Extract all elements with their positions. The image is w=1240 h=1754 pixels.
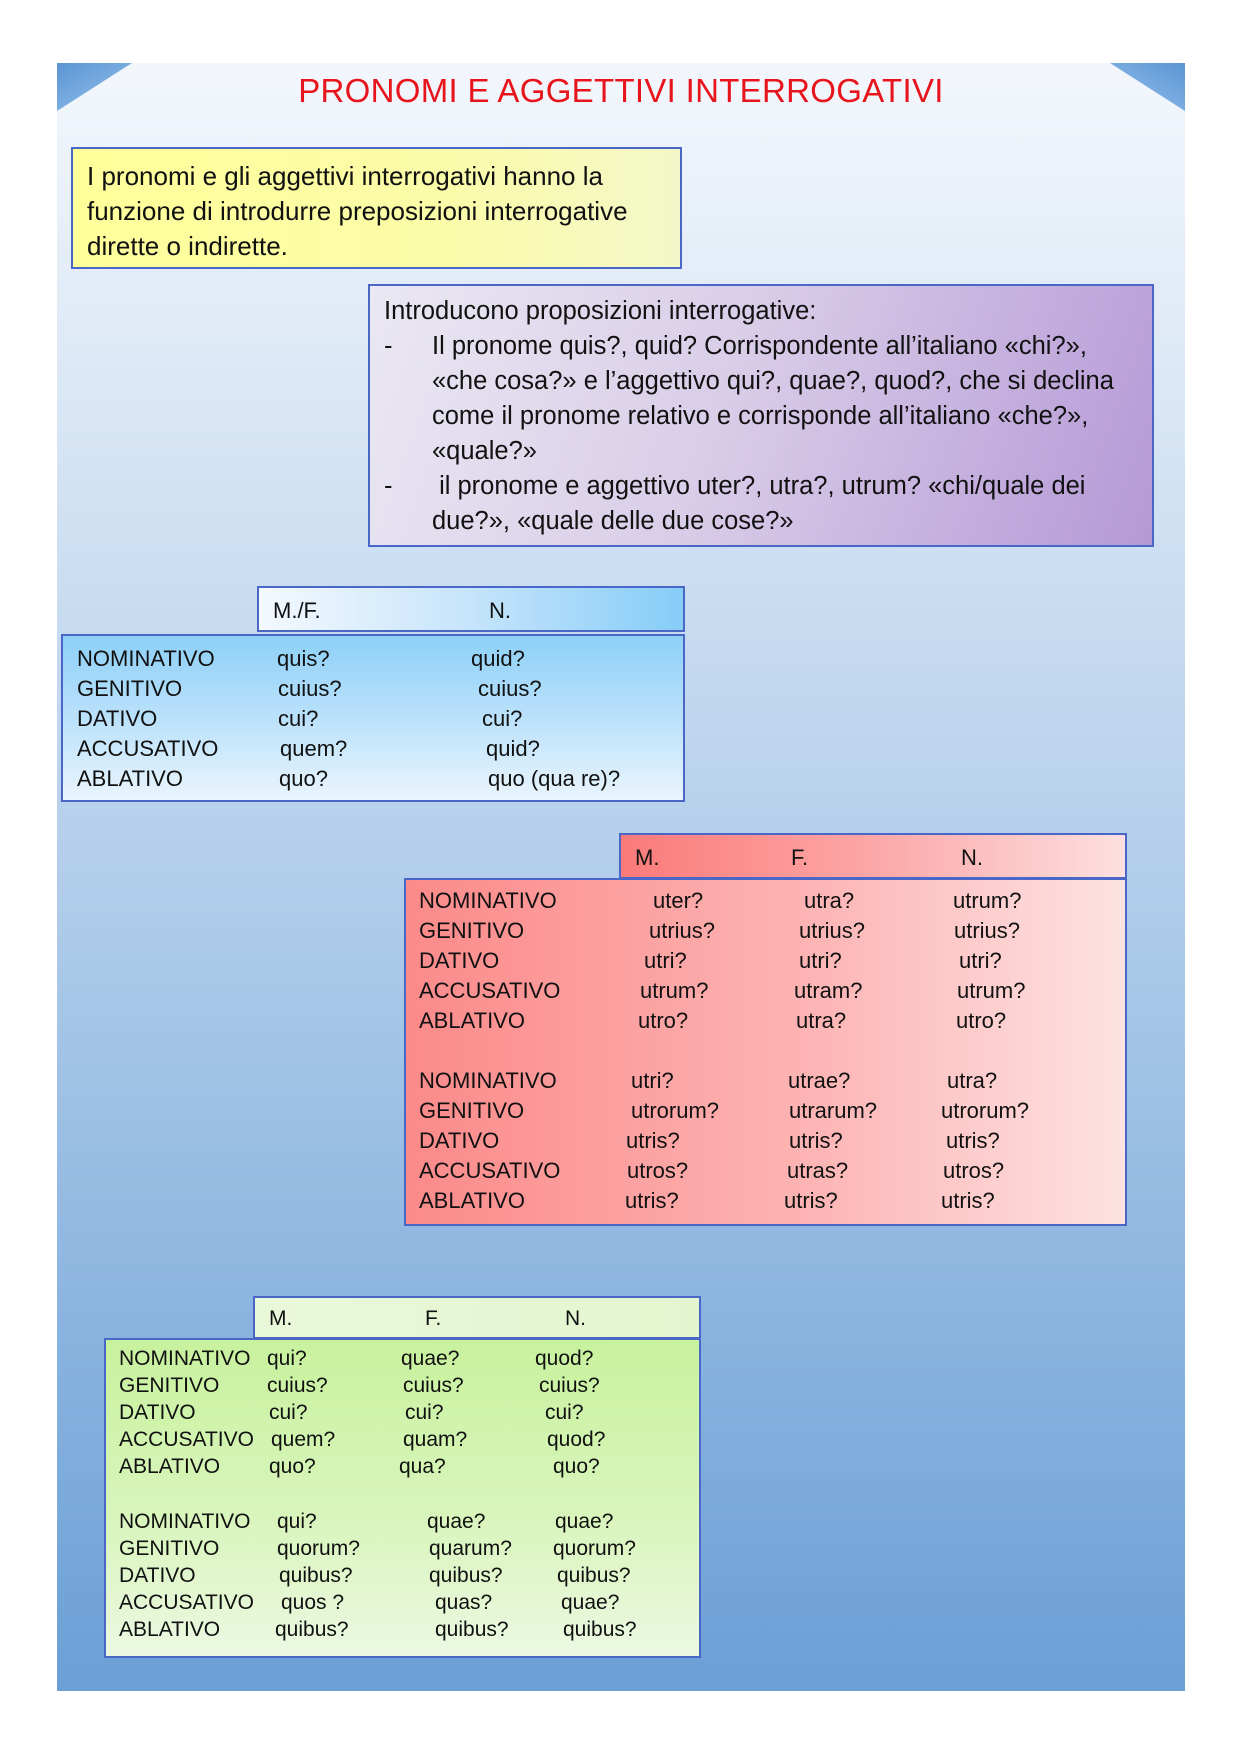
- form-n: quo?: [553, 1455, 600, 1478]
- uter-declension-table: [404, 878, 1127, 1226]
- form-m: quos ?: [281, 1591, 345, 1614]
- form-f: utra?: [804, 888, 855, 913]
- form-n: utro?: [956, 1008, 1007, 1033]
- table-row: [406, 948, 1125, 978]
- form-m: utros?: [627, 1158, 689, 1183]
- case-label: DATIVO: [419, 1128, 500, 1153]
- form-f: quae?: [427, 1510, 486, 1533]
- case-label: DATIVO: [77, 706, 158, 731]
- list-dash: -: [384, 472, 393, 500]
- case-label: NOMINATIVO: [119, 1347, 251, 1370]
- form-n: utris?: [941, 1188, 995, 1213]
- form-n: utris?: [946, 1128, 1000, 1153]
- form-f: utrae?: [788, 1068, 851, 1093]
- info-list: [384, 329, 1138, 539]
- form-m: utris?: [625, 1188, 679, 1213]
- info-item-line: «quale?»: [432, 437, 537, 465]
- form-n: quibus?: [557, 1564, 631, 1587]
- case-label: GENITIVO: [77, 676, 183, 701]
- case-label: ACCUSATIVO: [419, 978, 561, 1003]
- uter-table-header: [619, 833, 1127, 879]
- table-row: [63, 646, 683, 676]
- table-row: [63, 676, 683, 706]
- table-row: [406, 888, 1125, 918]
- form-n: utri?: [959, 948, 1002, 973]
- form-n: utrum?: [957, 978, 1026, 1003]
- case-label: NOMINATIVO: [119, 1510, 251, 1533]
- table-row: [406, 1068, 1125, 1098]
- form-mf: quo?: [279, 766, 328, 791]
- table-row: [406, 1188, 1125, 1218]
- form-f: utrarum?: [789, 1098, 878, 1123]
- form-m: utris?: [626, 1128, 680, 1153]
- column-header-n: N.: [489, 598, 511, 623]
- info-item-line: due?», «quale delle due cose?»: [432, 507, 794, 535]
- case-label: NOMINATIVO: [419, 888, 557, 913]
- table-row: [106, 1374, 699, 1404]
- info-item: [384, 329, 1138, 469]
- form-n: quae?: [555, 1510, 614, 1533]
- form-m: utrius?: [649, 918, 716, 943]
- form-mf: quem?: [280, 736, 348, 761]
- column-header-m: M.: [269, 1307, 293, 1330]
- column-header-n: N.: [565, 1307, 586, 1330]
- table-row: [106, 1428, 699, 1458]
- form-f: quae?: [401, 1347, 460, 1370]
- case-label: ABLATIVO: [119, 1618, 221, 1641]
- form-n: utrum?: [953, 888, 1022, 913]
- form-f: utris?: [789, 1128, 843, 1153]
- form-n: quibus?: [563, 1618, 637, 1641]
- case-label: ABLATIVO: [419, 1188, 525, 1213]
- intro-line: I pronomi e gli aggettivi interrogativi hanno la: [87, 161, 603, 191]
- form-f: cui?: [405, 1401, 444, 1424]
- form-m: qui?: [267, 1347, 307, 1370]
- case-label: NOMINATIVO: [419, 1068, 557, 1093]
- info-item-line: Il pronome quis?, quid? Corrispondente all’italiano «chi?»,: [432, 332, 1087, 360]
- case-label: ABLATIVO: [119, 1455, 221, 1478]
- form-n: utrorum?: [941, 1098, 1030, 1123]
- form-m: quem?: [271, 1428, 336, 1451]
- info-item-line: il pronome e aggettivo uter?, utra?, utrum? «chi/quale dei: [432, 472, 1086, 500]
- form-m: quo?: [269, 1455, 316, 1478]
- form-n: quo (qua re)?: [488, 766, 621, 791]
- form-f: utrius?: [799, 918, 866, 943]
- case-label: GENITIVO: [419, 918, 525, 943]
- table-row: [63, 736, 683, 766]
- case-label: ACCUSATIVO: [77, 736, 219, 761]
- table-row: [63, 766, 683, 796]
- form-m: utrorum?: [631, 1098, 720, 1123]
- table-row: [406, 918, 1125, 948]
- intro-line: dirette o indirette.: [87, 231, 288, 261]
- case-label: ABLATIVO: [419, 1008, 525, 1033]
- form-m: qui?: [277, 1510, 317, 1533]
- form-n: quorum?: [553, 1537, 636, 1560]
- form-f: quibus?: [429, 1564, 503, 1587]
- form-m: utri?: [644, 948, 687, 973]
- table-row: [63, 706, 683, 736]
- info-lead: Introducono proposizioni interrogative:: [384, 297, 817, 325]
- form-m: cuius?: [267, 1374, 328, 1397]
- form-n: cuius?: [478, 676, 542, 701]
- intro-box: [71, 147, 682, 269]
- table-row: [106, 1591, 699, 1621]
- info-item: [384, 469, 1138, 539]
- case-label: ACCUSATIVO: [119, 1591, 254, 1614]
- case-label: GENITIVO: [419, 1098, 525, 1123]
- form-m: quibus?: [279, 1564, 353, 1587]
- table-row: [406, 1158, 1125, 1188]
- form-f: cuius?: [403, 1374, 464, 1397]
- qui-table-header: [253, 1296, 701, 1339]
- qui-declension-table: [104, 1338, 701, 1658]
- form-m: utri?: [631, 1068, 674, 1093]
- form-n: utra?: [947, 1068, 998, 1093]
- table-row: [406, 1008, 1125, 1038]
- form-m: uter?: [653, 888, 704, 913]
- table-row: [106, 1510, 699, 1540]
- case-label: ACCUSATIVO: [419, 1158, 561, 1183]
- table-row: [106, 1618, 699, 1648]
- info-box: [368, 284, 1154, 547]
- case-label: ACCUSATIVO: [119, 1428, 254, 1451]
- case-label: NOMINATIVO: [77, 646, 215, 671]
- form-n: quod?: [535, 1347, 594, 1370]
- form-n: quid?: [471, 646, 525, 671]
- table-row: [106, 1347, 699, 1377]
- case-label: DATIVO: [119, 1401, 196, 1424]
- table-row: [106, 1401, 699, 1431]
- column-header-f: F.: [791, 845, 809, 870]
- quis-table-header: [257, 586, 685, 632]
- form-n: utros?: [943, 1158, 1005, 1183]
- case-label: DATIVO: [119, 1564, 196, 1587]
- table-row: [406, 1128, 1125, 1158]
- form-f: utra?: [796, 1008, 847, 1033]
- form-n: quae?: [561, 1591, 620, 1614]
- table-row: [406, 978, 1125, 1008]
- intro-line: funzione di introdurre preposizioni interrogative: [87, 196, 628, 226]
- form-f: utras?: [787, 1158, 849, 1183]
- form-n: cui?: [482, 706, 523, 731]
- form-mf: quis?: [277, 646, 330, 671]
- form-m: quibus?: [275, 1618, 349, 1641]
- form-mf: cui?: [278, 706, 319, 731]
- form-f: quas?: [435, 1591, 493, 1614]
- table-row: [106, 1537, 699, 1567]
- form-n: quid?: [486, 736, 540, 761]
- form-m: cui?: [269, 1401, 308, 1424]
- case-label: GENITIVO: [119, 1537, 220, 1560]
- form-n: utrius?: [954, 918, 1021, 943]
- form-f: utri?: [799, 948, 842, 973]
- case-label: GENITIVO: [119, 1374, 220, 1397]
- table-row: [406, 1098, 1125, 1128]
- column-header-mf: M./F.: [273, 598, 321, 623]
- case-label: ABLATIVO: [77, 766, 183, 791]
- form-m: utrum?: [640, 978, 709, 1003]
- form-f: qua?: [399, 1455, 446, 1478]
- column-header-m: M.: [635, 845, 660, 870]
- form-n: cui?: [545, 1401, 584, 1424]
- case-label: DATIVO: [419, 948, 500, 973]
- form-m: quorum?: [277, 1537, 360, 1560]
- page-title: PRONOMI E AGGETTIVI INTERROGATIVI: [298, 72, 944, 109]
- form-m: utro?: [638, 1008, 689, 1033]
- info-item-line: «che cosa?» e l’aggettivo qui?, quae?, quod?, che si declina: [432, 367, 1114, 395]
- column-header-n: N.: [961, 845, 983, 870]
- form-f: quibus?: [435, 1618, 509, 1641]
- form-f: utram?: [794, 978, 863, 1003]
- table-row: [106, 1455, 699, 1485]
- form-n: cuius?: [539, 1374, 600, 1397]
- info-item-line: come il pronome relativo e corrisponde all’italiano «che?»,: [432, 402, 1089, 430]
- column-header-f: F.: [425, 1307, 442, 1330]
- form-n: quod?: [547, 1428, 606, 1451]
- list-dash: -: [384, 332, 393, 360]
- table-row: [106, 1564, 699, 1594]
- form-f: quam?: [403, 1428, 468, 1451]
- form-f: utris?: [784, 1188, 838, 1213]
- form-mf: cuius?: [278, 676, 342, 701]
- quis-declension-table: [61, 634, 685, 802]
- form-f: quarum?: [429, 1537, 512, 1560]
